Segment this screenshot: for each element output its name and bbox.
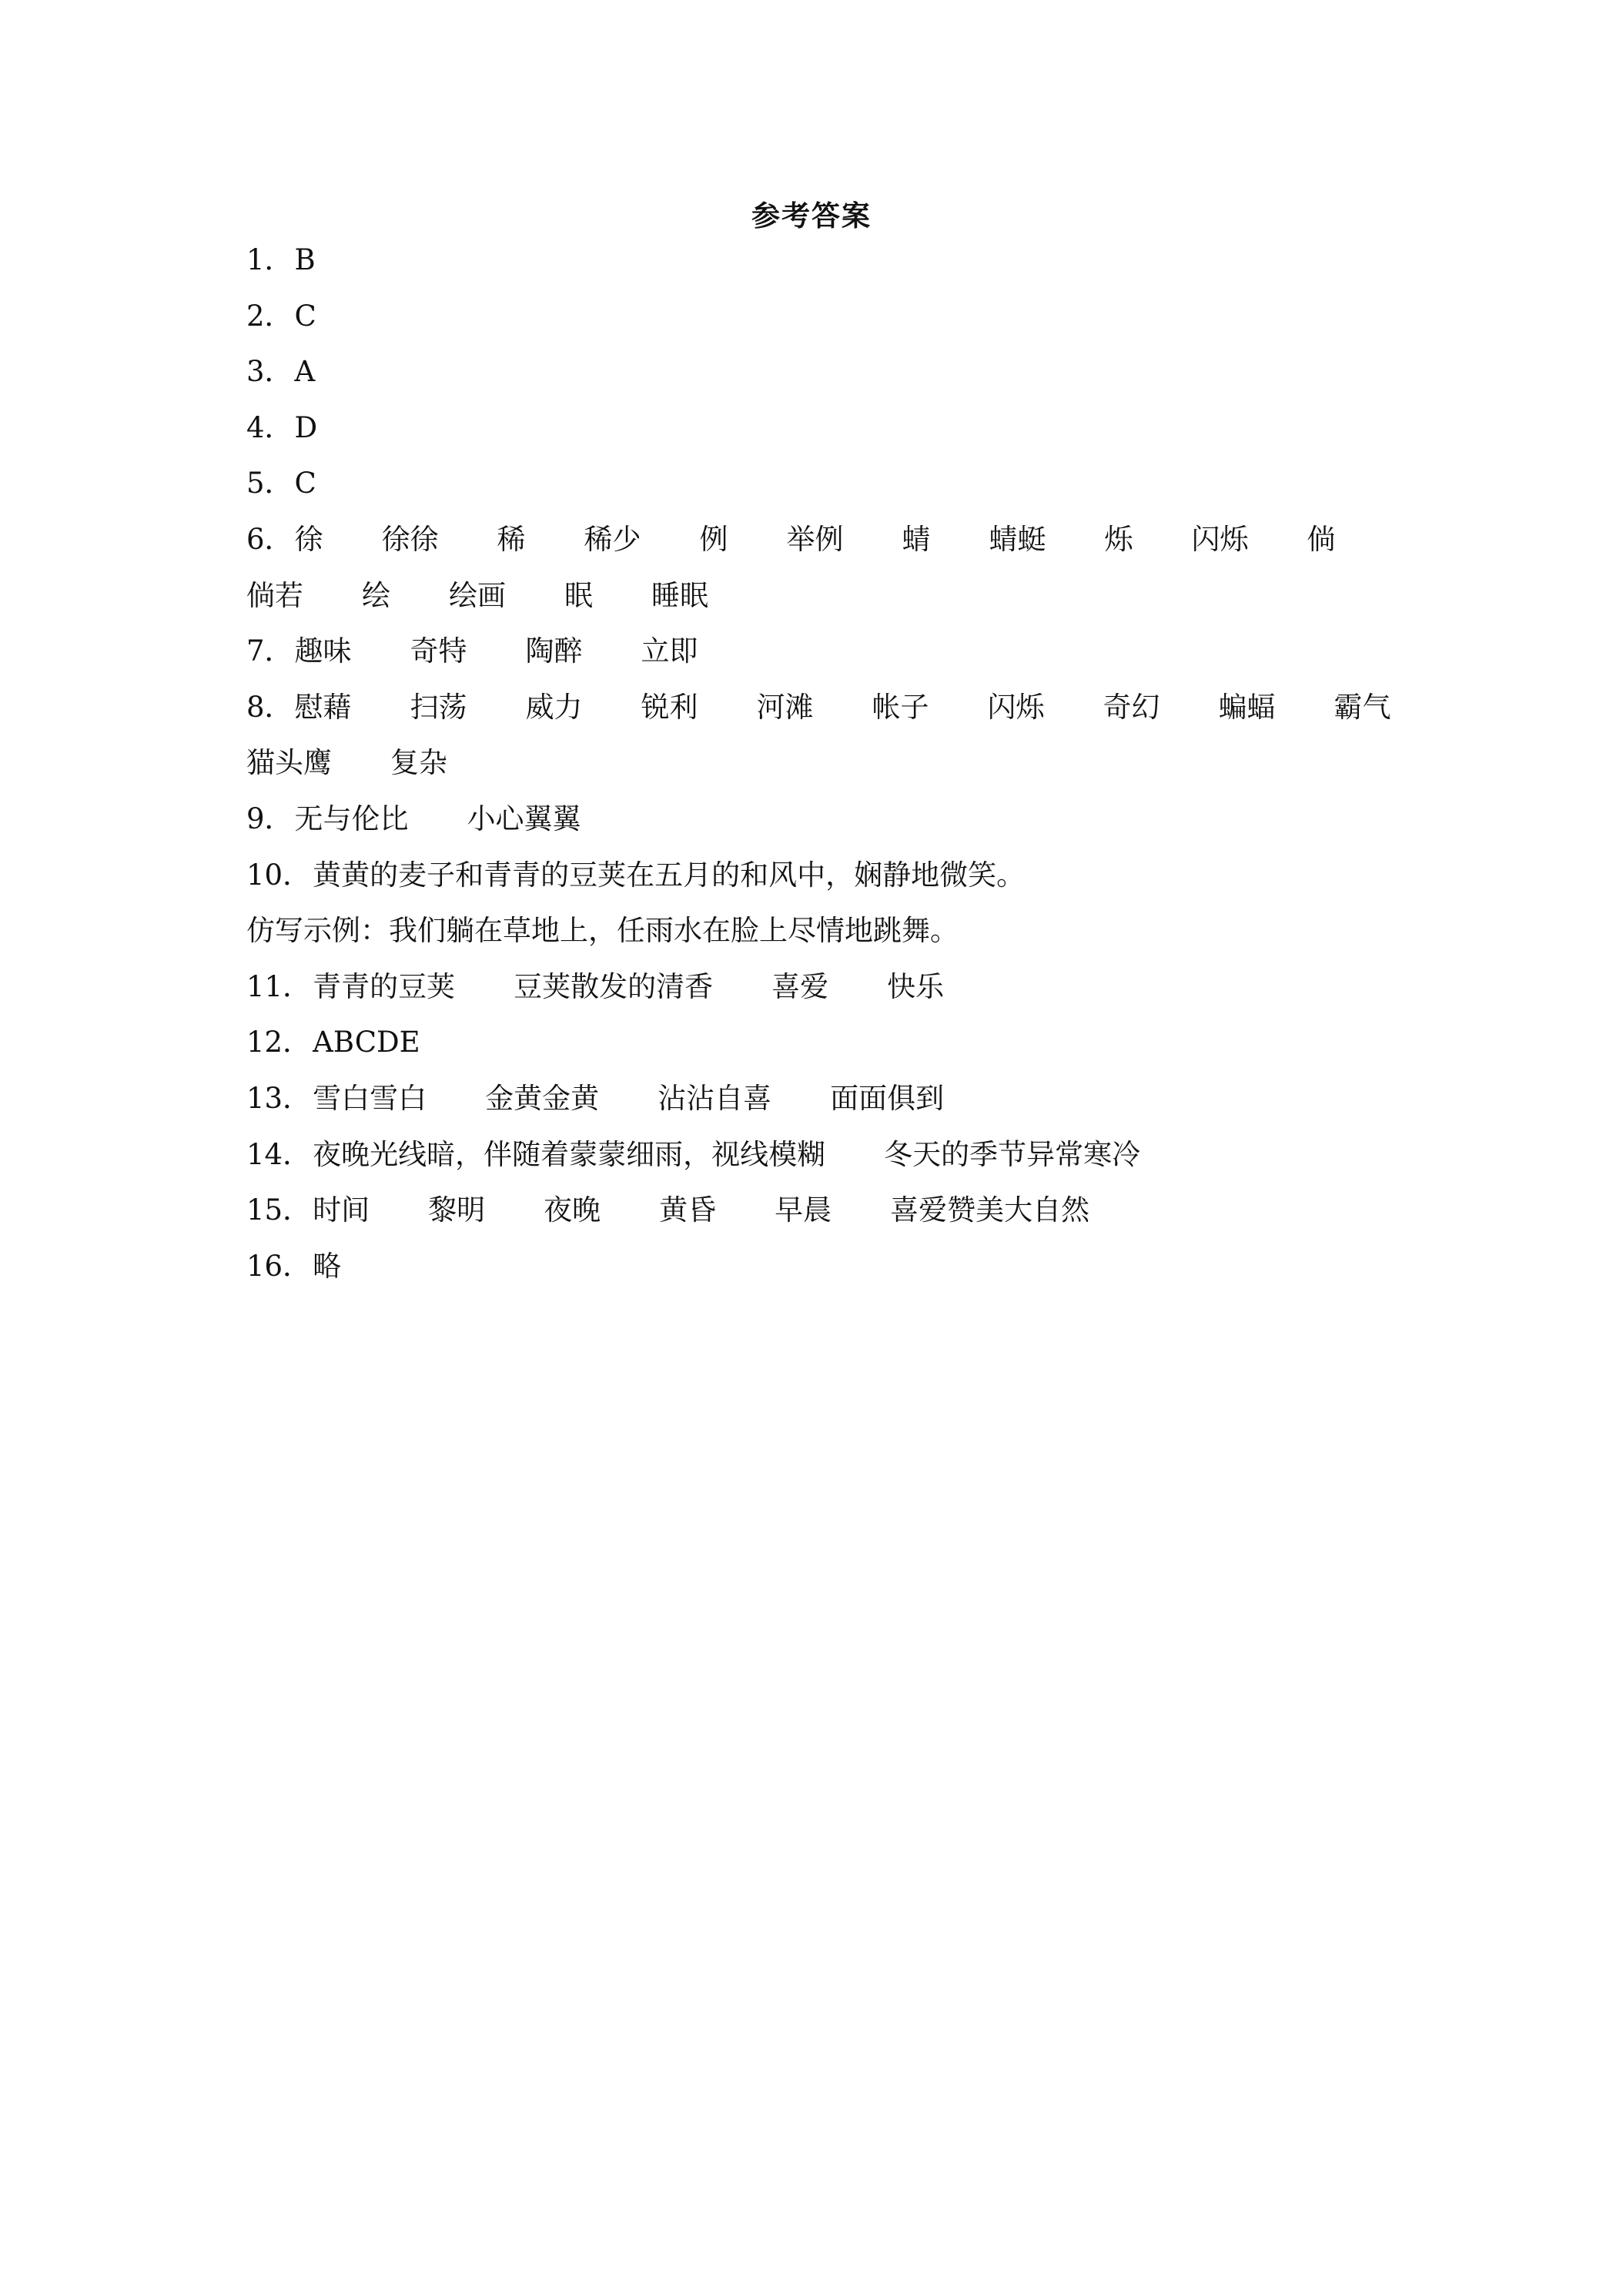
answer-number: 15． bbox=[246, 1193, 312, 1227]
answer-item: 立即 bbox=[641, 634, 698, 668]
answer-item: 快乐 bbox=[887, 969, 945, 1003]
answer-item: 徐 bbox=[294, 522, 323, 556]
answer-item: 夜晚 bbox=[544, 1193, 601, 1227]
answer-item: 锐利 bbox=[641, 690, 698, 724]
answer-item: 喜爱赞美大自然 bbox=[890, 1193, 1090, 1227]
answer-line bbox=[246, 959, 1447, 1016]
answer-item: B bbox=[294, 243, 316, 276]
answer-number: 10． bbox=[246, 858, 312, 892]
answer-item: 复杂 bbox=[390, 746, 447, 780]
answer-items bbox=[313, 1183, 1089, 1239]
answer-items bbox=[295, 400, 318, 457]
answer-number: 12． bbox=[246, 1026, 312, 1059]
answer-item: 眠 bbox=[564, 578, 593, 612]
answer-item: 猫头鹰 bbox=[246, 746, 332, 780]
answer-items bbox=[295, 624, 698, 680]
answer-item: 威力 bbox=[525, 690, 583, 724]
answer-item: 闪烁 bbox=[1191, 522, 1249, 556]
answer-item: 稀少 bbox=[584, 522, 641, 556]
answer-number: 13． bbox=[246, 1081, 312, 1115]
answer-item: 奇特 bbox=[410, 634, 467, 668]
answer-line bbox=[246, 456, 1447, 512]
answer-item: A bbox=[294, 355, 316, 389]
answer-items bbox=[295, 680, 1391, 736]
answer-items bbox=[313, 959, 944, 1016]
answer-item: 无与伦比 bbox=[294, 802, 409, 835]
answer-item: D bbox=[294, 410, 318, 444]
answer-item: 蜻 bbox=[902, 522, 931, 556]
answer-number: 14． bbox=[246, 1137, 312, 1171]
answer-number: 6． bbox=[246, 522, 293, 556]
answer-item: 豆荚散发的清香 bbox=[514, 969, 714, 1003]
answer-item: 倘 bbox=[1307, 522, 1336, 556]
answer-item: 略 bbox=[313, 1249, 342, 1283]
answer-line bbox=[246, 624, 1447, 680]
answer-item: 黎明 bbox=[428, 1193, 486, 1227]
answer-item: 绘画 bbox=[449, 578, 506, 612]
answer-items bbox=[246, 568, 708, 624]
answer-number: 9． bbox=[246, 802, 293, 835]
answer-line bbox=[246, 680, 1447, 736]
answer-item: C bbox=[294, 467, 316, 500]
answer-item: 时间 bbox=[313, 1193, 370, 1227]
answer-item: 慰藉 bbox=[294, 690, 352, 724]
answer-item: 小心翼翼 bbox=[467, 802, 581, 835]
answer-items bbox=[313, 1071, 944, 1127]
answer-number: 16． bbox=[246, 1249, 312, 1283]
answer-item: C bbox=[294, 299, 316, 333]
answer-item: 冬天的季节异常寒冷 bbox=[884, 1137, 1141, 1171]
answer-item: 喜爱 bbox=[771, 969, 829, 1003]
answer-line bbox=[246, 848, 1447, 904]
answer-items bbox=[295, 456, 316, 512]
answer-line bbox=[246, 1015, 1447, 1071]
answer-number: 2． bbox=[246, 299, 293, 333]
answer-item: 举例 bbox=[786, 522, 844, 556]
answer-number: 3． bbox=[246, 355, 293, 389]
answer-line bbox=[246, 512, 1447, 568]
answer-items bbox=[246, 735, 447, 792]
answer-line bbox=[246, 903, 1447, 959]
answer-item: 黄昏 bbox=[659, 1193, 717, 1227]
answer-items bbox=[313, 848, 1025, 904]
answer-item: 蝙蝠 bbox=[1218, 690, 1276, 724]
answer-item: 趣味 bbox=[294, 634, 352, 668]
answer-item: 雪白雪白 bbox=[313, 1081, 427, 1115]
answer-line bbox=[246, 233, 1447, 289]
answer-item: 黄黄的麦子和青青的豆荚在五月的和风中，娴静地微笑。 bbox=[313, 858, 1026, 892]
answer-items bbox=[313, 1015, 420, 1071]
answer-item: 河滩 bbox=[756, 690, 814, 724]
answer-item: 蜻蜓 bbox=[989, 522, 1046, 556]
answer-item: 扫荡 bbox=[410, 690, 467, 724]
answer-line bbox=[246, 735, 1447, 792]
answer-items bbox=[295, 792, 581, 848]
answer-item: 帐子 bbox=[872, 690, 929, 724]
answer-line bbox=[246, 400, 1447, 457]
answer-item: 睡眠 bbox=[651, 578, 708, 612]
answer-items bbox=[295, 344, 316, 400]
answer-item: ABCDE bbox=[313, 1026, 420, 1059]
answer-item: 倘若 bbox=[246, 578, 303, 612]
answer-item: 霸气 bbox=[1334, 690, 1391, 724]
answer-list bbox=[246, 233, 1447, 1294]
answer-items bbox=[246, 903, 959, 959]
answer-item: 早晨 bbox=[775, 1193, 832, 1227]
answer-items bbox=[313, 1239, 341, 1295]
answer-item: 例 bbox=[699, 522, 728, 556]
answer-item: 绘 bbox=[362, 578, 390, 612]
answer-items bbox=[295, 289, 316, 345]
answer-item: 青青的豆荚 bbox=[313, 969, 456, 1003]
answer-line bbox=[246, 568, 1447, 624]
answer-line bbox=[246, 792, 1447, 848]
answer-line bbox=[246, 1239, 1447, 1295]
answer-item: 仿写示例：我们躺在草地上，任雨水在脸上尽情地跳舞。 bbox=[246, 914, 959, 948]
answer-item: 面面俱到 bbox=[830, 1081, 945, 1115]
answer-item: 烁 bbox=[1104, 522, 1133, 556]
answer-number: 5． bbox=[246, 467, 293, 500]
answer-number: 8． bbox=[246, 690, 293, 724]
answer-number: 1． bbox=[246, 243, 293, 276]
answer-item: 沾沾自喜 bbox=[658, 1081, 772, 1115]
answer-number: 4． bbox=[246, 410, 293, 444]
answer-items bbox=[295, 233, 316, 289]
answer-line bbox=[246, 344, 1447, 400]
answer-item: 金黄金黄 bbox=[485, 1081, 600, 1115]
answer-number: 11． bbox=[246, 969, 312, 1003]
answer-item: 闪烁 bbox=[987, 690, 1045, 724]
answer-item: 奇幻 bbox=[1103, 690, 1160, 724]
answer-line bbox=[246, 1127, 1447, 1183]
answer-number: 7． bbox=[246, 634, 293, 668]
answer-line bbox=[246, 289, 1447, 345]
answer-items bbox=[313, 1127, 1140, 1183]
answer-item: 夜晚光线暗，伴随着蒙蒙细雨，视线模糊 bbox=[313, 1137, 826, 1171]
answer-item: 稀 bbox=[497, 522, 526, 556]
answer-item: 徐徐 bbox=[381, 522, 439, 556]
answer-line bbox=[246, 1183, 1447, 1239]
answer-item: 陶醉 bbox=[525, 634, 583, 668]
answer-line bbox=[246, 1071, 1447, 1127]
page-title: 参考答案 bbox=[751, 199, 872, 233]
answer-items bbox=[295, 512, 1336, 568]
